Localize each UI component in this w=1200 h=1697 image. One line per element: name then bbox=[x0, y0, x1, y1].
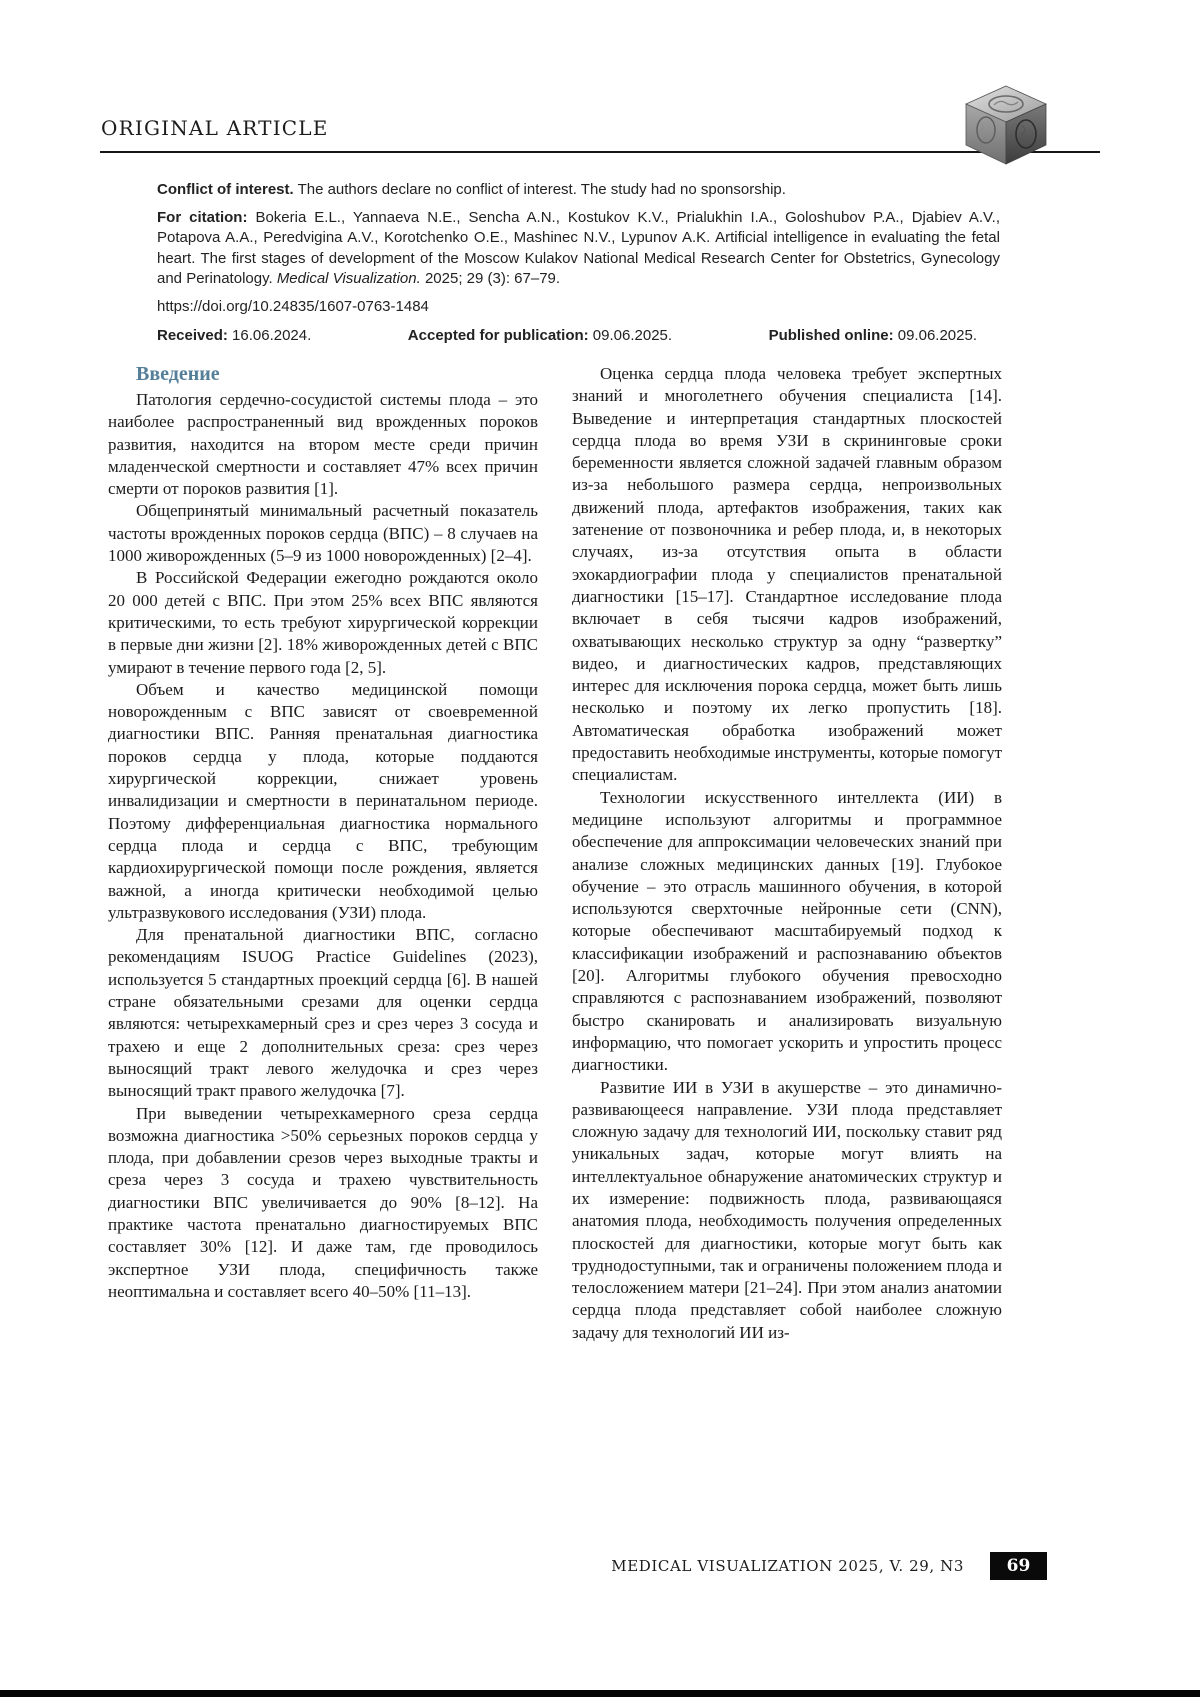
header-rule bbox=[100, 151, 1100, 153]
paragraph: Общепринятый минимальный расчетный показатель частоты врожденных пороков сердца (ВПС) – 8 случаев на 1000 живорожденных (5–9 из 1000 новорожденных) [2–4]. bbox=[108, 501, 538, 566]
article-type-label: ORIGINAL ARTICLE bbox=[101, 116, 329, 140]
citation-journal: Medical Visualization. bbox=[276, 270, 421, 287]
accepted-value: 09.06.2025. bbox=[588, 327, 673, 344]
paragraph: Патология сердечно-сосудистой системы плода – это наиболее распространенный вид врожденных пороков развития, находится на втором месте среди причин младенческой смертности и составляет 47% всех причин смерти от пороков развития [1]. bbox=[108, 390, 538, 499]
published-label: Published online: bbox=[768, 327, 894, 344]
citation-label: For citation: bbox=[157, 208, 248, 226]
paragraph: Развитие ИИ в УЗИ в акушерстве – это динамично-развивающееся направление. УЗИ плода представляет сложную задачу для технологий ИИ, поскольку ставит ряд уникальных задач, которые могут влиять на интеллектуальное обнаружение анатомических структур и их измерение: подвижность плода, развивающаяся анатомия плода, необходимость получения определенных плоскостей для диагностики, которые могут быть как труднодоступными, так и ограничены положением плода и телосложением матери [21–24]. При этом анализ анатомии сердца плода представляет собой наиболее сложную задачу для технологий ИИ из- bbox=[572, 1077, 1002, 1342]
page-footer bbox=[100, 1552, 1047, 1580]
right-column bbox=[572, 363, 1002, 1344]
paragraph: Объем и качество медицинской помощи новорожденным с ВПС зависят от своевременной диагностики ВПС. Ранняя пренатальная диагностика пороков сердца у плода, которые поддаются хирургической коррекции, снижает уровень инвалидизации и смертности в перинатальном периоде. Поэтому дифференциальная диагностика нормального сердца плода и сердца с ВПС, требующим кардиохирургической помощи после рождения, является важной, а иногда критически необходимой целью ультразвукового исследования (УЗИ) плода. bbox=[108, 679, 538, 922]
published-value: 09.06.2025. bbox=[893, 327, 977, 344]
journal-logo bbox=[960, 84, 1052, 166]
published-date bbox=[769, 326, 977, 347]
paragraph: Оценка сердца плода человека требует экспертных знаний и многолетнего обучения специалиста [14]. Выведение и интерпретация стандартных плоскостей сердца плода во время УЗИ в скрининговые сроки беременности является сложной задачей главным образом из-за небольшого размера сердца, непроизвольных движений плода, артефактов изображения, таких как затенение от позвоночника и ребер плода, и, в некоторых случаях, из-за отсутствия опыта в области эхокардиографии плода у специалистов пренатальной диагностики [15–17]. Стандартное исследование плода включает в себя тысячи кадров изображений, охватывающих несколько структур за одну “развертку” видео, и диагностических кадров, представляющих интерес для исключения порока сердца, может быть лишь несколько и поэтому их легко пропустить [18]. Автоматическая обработка изображений может предоставить необходимые инструменты, которые помогут специалистам. bbox=[572, 364, 1002, 785]
page-bottom-edge bbox=[0, 1690, 1200, 1697]
conflict-text: The authors declare no conflict of interest. The study had no sponsorship. bbox=[293, 181, 786, 198]
received-label: Received: bbox=[157, 327, 228, 344]
paragraph: При выведении четырехкамерного среза сердца возможна диагностика >50% серьезных пороков сердца у плода, при добавлении срезов через выходные тракты и среза через 3 сосуда и трахею чувствительность диагностики ВПС увеличивается до 90% [8–12]. На практике частота пренатально диагностируемых ВПС составляет 30% [12]. И даже там, где проводилось экспертное УЗИ плода, специфичность также неоптимальна и составляет всего 40–50% [11–13]. bbox=[108, 1103, 538, 1301]
citation-text: Bokeria E.L., Yannaeva N.E., Sencha A.N., Kostukov K.V., Prialukhin I.A., Goloshubov P.A., Djabiev A.V., Potapova A.A., Peredvigina A.V., Korotchenko O.E., Mashinec N.V., Lypunov A.K. Artificial intelligence in evaluating the fetal heart. The first stages of development of the Moscow Kulakov National Medical Research Center for Obstetrics, Gynecology and Perinatology. bbox=[157, 208, 1000, 287]
doi-text: https://doi.org/10.24835/1607-0763-1484 bbox=[157, 297, 429, 315]
accepted-date bbox=[408, 326, 672, 347]
journal-footer-line: MEDICAL VISUALIZATION 2025, V. 29, N3 bbox=[611, 1557, 964, 1575]
citation bbox=[157, 208, 1000, 290]
citation-issue: 2025; 29 (3): 67–79. bbox=[420, 270, 561, 287]
front-matter bbox=[157, 180, 1000, 347]
page-number-badge: 69 bbox=[990, 1552, 1047, 1580]
conflict-of-interest bbox=[157, 180, 1000, 201]
article-body bbox=[108, 363, 1002, 1344]
conflict-label: Conflict of interest. bbox=[157, 181, 294, 198]
paragraph: Для пренатальной диагностики ВПС, согласно рекомендациям ISUOG Practice Guidelines (2023), используется 5 стандартных проекций сердца [6]. В нашей стране обязательными срезами для оценки сердца являются: четырехкамерный срез и срез через 3 сосуда и трахею и еще 2 дополнительных среза: срез через выносящий тракт левого желудочка и срез через выносящий тракт правого желудочка [7]. bbox=[108, 925, 538, 1101]
accepted-label: Accepted for publication: bbox=[407, 327, 589, 344]
left-column bbox=[108, 363, 538, 1344]
section-heading-introduction: Введение bbox=[136, 363, 220, 385]
received-date bbox=[157, 326, 311, 347]
paragraph: В Российской Федерации ежегодно рождаются около 20 000 детей с ВПС. При этом 25% всех ВПС являются критическими, то есть требуют хирургической коррекции в первые дни жизни [2]. 18% живорожденных детей с ВПС умирают в течение первого года [2, 5]. bbox=[108, 568, 538, 677]
paragraph: Технологии искусственного интеллекта (ИИ) в медицине используют алгоритмы и программное обеспечение для аппроксимации человеческих знаний при анализе сложных медицинских данных [19]. Глубокое обучение – это отрасль машинного обучения, в которой используются сверхточные нейронные сети (CNN), которые обеспечивают масштабируемый подход к классификации изображений и распознаванию объектов [20]. Алгоритмы глубокого обучения превосходно справляются с распознаванием изображений, позволяют быстро сканировать и анализировать визуальную информацию, что помогает ускорить и упростить процесс диагностики. bbox=[572, 787, 1002, 1075]
brain-cube-icon bbox=[960, 153, 1052, 170]
dates-row bbox=[157, 326, 977, 347]
received-value: 16.06.2024. bbox=[227, 327, 312, 344]
